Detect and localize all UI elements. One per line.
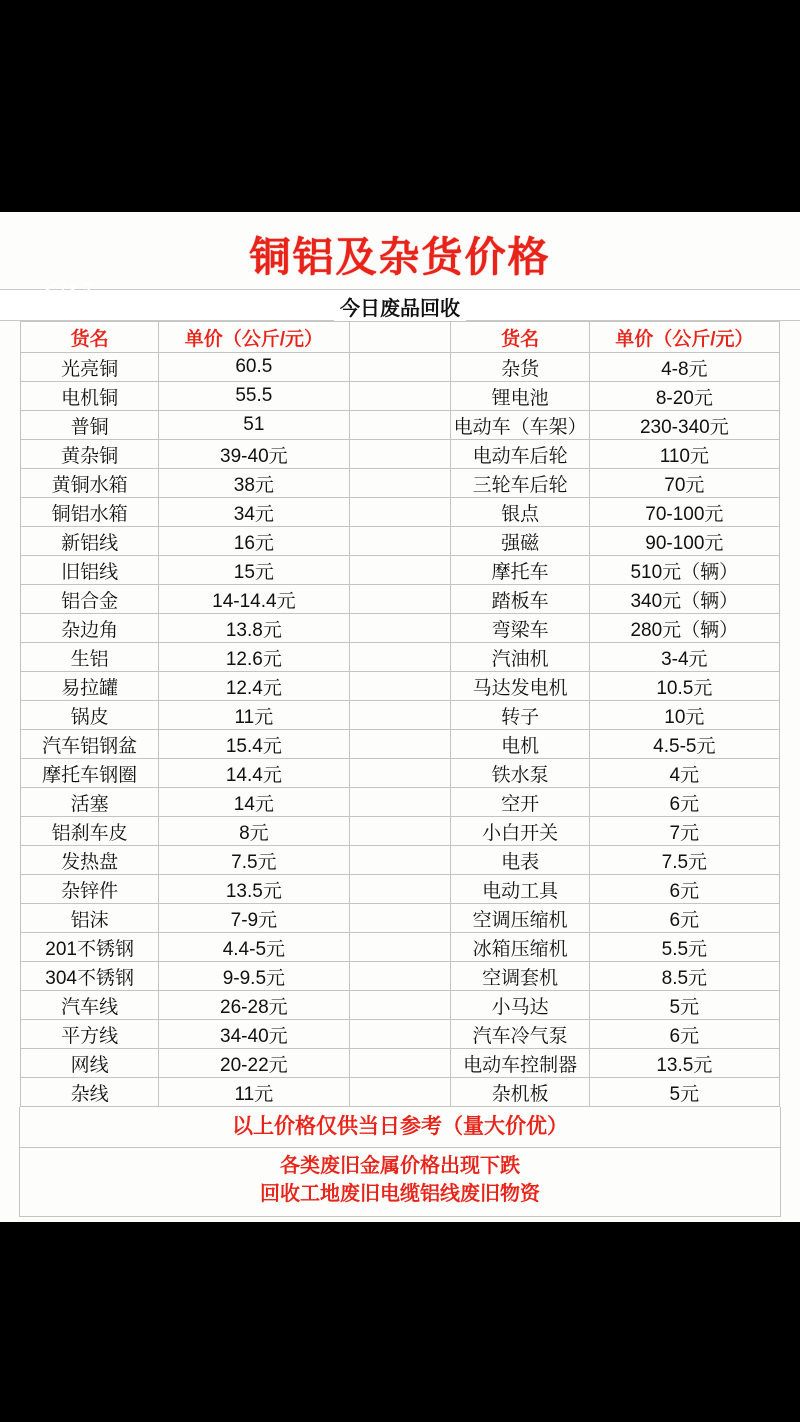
cell-right-price: 7元: [589, 817, 779, 846]
cell-right-name: 银点: [451, 498, 589, 527]
price-table-body: [21, 353, 780, 1107]
cell-left-name: 摩托车钢圈: [21, 759, 159, 788]
cell-right-name: 空开: [451, 788, 589, 817]
cell-left-price: 11元: [159, 1078, 349, 1107]
cell-left-name: 网线: [21, 1049, 159, 1078]
cell-gap: [349, 353, 451, 382]
cell-right-price: 4元: [589, 759, 779, 788]
cell-right-price: 5.5元: [589, 933, 779, 962]
cell-gap: [349, 1049, 451, 1078]
cell-left-price: 38元: [159, 469, 349, 498]
cell-right-name: 电动车（车架）: [451, 411, 589, 440]
cell-right-price: 90-100元: [589, 527, 779, 556]
cell-right-name: 空调套机: [451, 962, 589, 991]
cell-right-price: 10.5元: [589, 672, 779, 701]
table-row: [21, 1049, 780, 1078]
cell-gap: [349, 1078, 451, 1107]
table-row: [21, 904, 780, 933]
cell-left-name: 杂边角: [21, 614, 159, 643]
col-header-left-price: 单价（公斤/元）: [159, 322, 349, 353]
cell-left-name: 光亮铜: [21, 353, 159, 382]
subtitle-bar: [0, 289, 800, 321]
cell-gap: [349, 904, 451, 933]
cell-left-name: 生铝: [21, 643, 159, 672]
cell-left-name: 平方线: [21, 1020, 159, 1049]
cell-right-price: 280元（辆）: [589, 614, 779, 643]
cell-right-name: 锂电池: [451, 382, 589, 411]
table-row: [21, 411, 780, 440]
cell-left-price: 60.5: [159, 353, 349, 382]
cell-left-price: 55.5: [159, 382, 349, 411]
cell-left-price: 13.8元: [159, 614, 349, 643]
footer-line-1: 各类废旧金属价格出现下跌: [280, 1155, 520, 1177]
cell-gap: [349, 962, 451, 991]
cell-left-price: 12.6元: [159, 643, 349, 672]
cell-gap: [349, 498, 451, 527]
cell-right-name: 三轮车后轮: [451, 469, 589, 498]
page-title: 铜铝及杂货价格: [249, 233, 551, 281]
cell-right-price: 4.5-5元: [589, 730, 779, 759]
cell-left-name: 铝刹车皮: [21, 817, 159, 846]
table-row: [21, 614, 780, 643]
cell-left-name: 黄杂铜: [21, 440, 159, 469]
cell-gap: [349, 788, 451, 817]
cell-gap: [349, 614, 451, 643]
cell-right-name: 杂货: [451, 353, 589, 382]
cell-gap: [349, 933, 451, 962]
cell-right-name: 电机: [451, 730, 589, 759]
cell-right-name: 强磁: [451, 527, 589, 556]
cell-gap: [349, 382, 451, 411]
cell-right-name: 小马达: [451, 991, 589, 1020]
table-header-row: [21, 322, 780, 353]
table-row: [21, 962, 780, 991]
cell-left-price: 16元: [159, 527, 349, 556]
col-header-right-price: 单价（公斤/元）: [589, 322, 779, 353]
cell-left-price: 15.4元: [159, 730, 349, 759]
cell-left-price: 34元: [159, 498, 349, 527]
cell-gap: [349, 527, 451, 556]
cell-right-price: 6元: [589, 788, 779, 817]
table-row: [21, 1078, 780, 1107]
cell-right-price: 5元: [589, 991, 779, 1020]
table-row: [21, 382, 780, 411]
cell-left-name: 新铝线: [21, 527, 159, 556]
cell-gap: [349, 817, 451, 846]
cell-left-name: 黄铜水箱: [21, 469, 159, 498]
table-row: [21, 701, 780, 730]
cell-left-name: 发热盘: [21, 846, 159, 875]
cell-right-name: 弯梁车: [451, 614, 589, 643]
cell-right-name: 摩托车: [451, 556, 589, 585]
cell-right-name: 冰箱压缩机: [451, 933, 589, 962]
cell-right-price: 110元: [589, 440, 779, 469]
table-row: [21, 353, 780, 382]
table-row: [21, 643, 780, 672]
cell-gap: [349, 991, 451, 1020]
cell-left-price: 9-9.5元: [159, 962, 349, 991]
cell-gap: [349, 556, 451, 585]
table-row: [21, 875, 780, 904]
table-row: [21, 991, 780, 1020]
cell-gap: [349, 585, 451, 614]
cell-gap: [349, 846, 451, 875]
cell-left-price: 8元: [159, 817, 349, 846]
cell-right-name: 电动工具: [451, 875, 589, 904]
cell-left-price: 14.4元: [159, 759, 349, 788]
table-row: [21, 817, 780, 846]
cell-gap: [349, 672, 451, 701]
cell-right-name: 电动车控制器: [451, 1049, 589, 1078]
cell-right-price: 6元: [589, 904, 779, 933]
cell-gap: [349, 730, 451, 759]
col-header-gap: [349, 322, 451, 353]
table-row: [21, 759, 780, 788]
cell-left-name: 电机铜: [21, 382, 159, 411]
cell-right-price: 6元: [589, 875, 779, 904]
cell-right-price: 4-8元: [589, 353, 779, 382]
cell-left-name: 201不锈钢: [21, 933, 159, 962]
cell-right-price: 10元: [589, 701, 779, 730]
cell-left-price: 7-9元: [159, 904, 349, 933]
cell-right-name: 电动车后轮: [451, 440, 589, 469]
cell-gap: [349, 440, 451, 469]
cell-left-price: 7.5元: [159, 846, 349, 875]
cell-right-price: 13.5元: [589, 1049, 779, 1078]
cell-right-name: 小白开关: [451, 817, 589, 846]
cell-left-price: 15元: [159, 556, 349, 585]
cell-right-price: 3-4元: [589, 643, 779, 672]
cell-right-price: 340元（辆）: [589, 585, 779, 614]
cell-right-name: 杂机板: [451, 1078, 589, 1107]
cell-left-name: 旧铝线: [21, 556, 159, 585]
price-sheet: [0, 212, 800, 1222]
cell-right-price: 7.5元: [589, 846, 779, 875]
cell-right-price: 70-100元: [589, 498, 779, 527]
table-row: [21, 585, 780, 614]
cell-right-price: 5元: [589, 1078, 779, 1107]
cell-right-price: 230-340元: [589, 411, 779, 440]
cell-left-name: 铝沫: [21, 904, 159, 933]
cell-gap: [349, 701, 451, 730]
table-row: [21, 788, 780, 817]
cell-gap: [349, 1020, 451, 1049]
cell-right-price: 70元: [589, 469, 779, 498]
cell-left-name: 汽车铝钢盆: [21, 730, 159, 759]
footer-lines: [19, 1148, 781, 1217]
col-header-right-name: 货名: [451, 322, 589, 353]
cell-left-name: 杂线: [21, 1078, 159, 1107]
table-row: [21, 933, 780, 962]
cell-gap: [349, 759, 451, 788]
table-row: [21, 527, 780, 556]
cell-left-price: 4.4-5元: [159, 933, 349, 962]
cell-left-price: 13.5元: [159, 875, 349, 904]
table-row: [21, 672, 780, 701]
cell-left-name: 铝合金: [21, 585, 159, 614]
cell-left-name: 汽车线: [21, 991, 159, 1020]
cell-right-name: 汽车冷气泵: [451, 1020, 589, 1049]
col-header-left-name: 货名: [21, 322, 159, 353]
footer-line-2: 回收工地废旧电缆铝线废旧物资: [260, 1183, 540, 1205]
cell-left-price: 11元: [159, 701, 349, 730]
cell-right-name: 转子: [451, 701, 589, 730]
table-row: [21, 1020, 780, 1049]
price-table: [20, 321, 780, 1107]
cell-gap: [349, 469, 451, 498]
cell-right-name: 马达发电机: [451, 672, 589, 701]
cell-right-name: 汽油机: [451, 643, 589, 672]
cell-right-price: 8.5元: [589, 962, 779, 991]
cell-left-price: 51: [159, 411, 349, 440]
cell-left-price: 14-14.4元: [159, 585, 349, 614]
cell-left-name: 易拉罐: [21, 672, 159, 701]
cell-left-price: 14元: [159, 788, 349, 817]
cell-right-price: 8-20元: [589, 382, 779, 411]
cell-left-name: 活塞: [21, 788, 159, 817]
cell-right-price: 6元: [589, 1020, 779, 1049]
cell-right-name: 电表: [451, 846, 589, 875]
cell-left-name: 普铜: [21, 411, 159, 440]
cell-left-price: 20-22元: [159, 1049, 349, 1078]
cell-left-name: 锅皮: [21, 701, 159, 730]
cell-left-price: 26-28元: [159, 991, 349, 1020]
cell-left-price: 34-40元: [159, 1020, 349, 1049]
cell-right-price: 510元（辆）: [589, 556, 779, 585]
cell-gap: [349, 411, 451, 440]
cell-right-name: 踏板车: [451, 585, 589, 614]
cell-gap: [349, 643, 451, 672]
cell-left-name: 304不锈钢: [21, 962, 159, 991]
cell-left-name: 杂锌件: [21, 875, 159, 904]
table-row: [21, 440, 780, 469]
footer-note: 以上价格仅供当日参考（量大价优）: [19, 1107, 781, 1148]
table-row: [21, 556, 780, 585]
cell-right-name: 空调压缩机: [451, 904, 589, 933]
date-stamp: 6/17: [44, 277, 93, 307]
table-row: [21, 730, 780, 759]
cell-left-name: 铜铝水箱: [21, 498, 159, 527]
subtitle-label: 今日废品回收: [334, 292, 466, 321]
table-row: [21, 846, 780, 875]
cell-left-price: 12.4元: [159, 672, 349, 701]
table-row: [21, 498, 780, 527]
cell-right-name: 铁水泵: [451, 759, 589, 788]
table-row: [21, 469, 780, 498]
cell-left-price: 39-40元: [159, 440, 349, 469]
cell-gap: [349, 875, 451, 904]
